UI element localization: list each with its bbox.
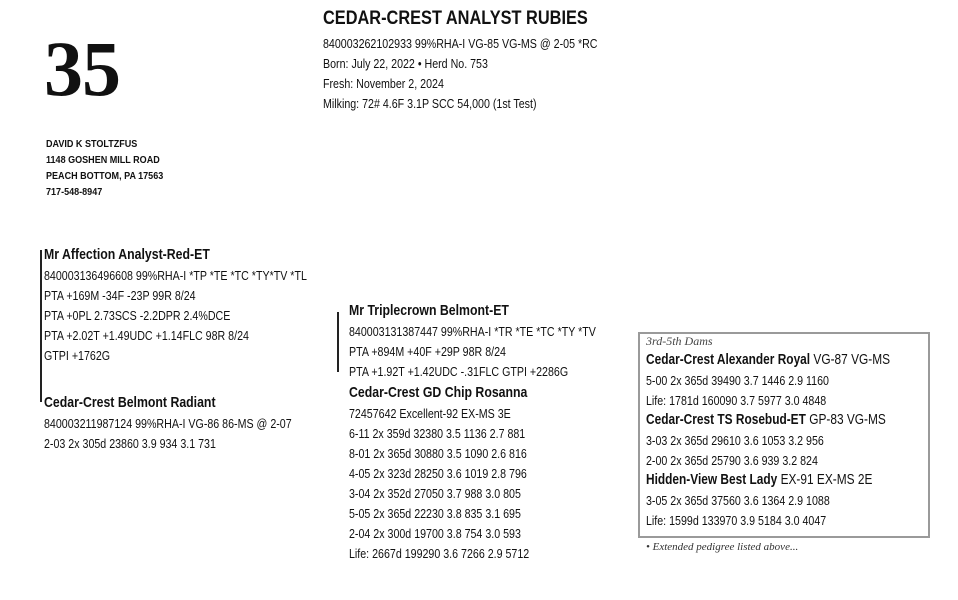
mgs-name: Mr Triplecrown Belmont-ET [349, 302, 509, 319]
sire-bracket-line [40, 250, 42, 402]
fourth-dam-heading [646, 410, 886, 430]
lot-number: 35 [44, 25, 120, 112]
mgd-record: 4-05 2x 323d 28250 3.6 1019 2.8 796 [349, 466, 527, 481]
mgd-record: 5-05 2x 365d 22230 3.8 835 3.1 695 [349, 506, 521, 521]
mgd-record: 3-04 2x 352d 27050 3.7 988 3.0 805 [349, 486, 521, 501]
dam-name: Cedar-Crest Belmont Radiant [44, 394, 216, 411]
third-dam-classification: VG-87 VG-MS [810, 352, 891, 368]
extended-dams-title: 3rd-5th Dams [646, 334, 713, 348]
mgd-id-line: 72457642 Excellent-92 EX-MS 3E [349, 406, 511, 421]
fifth-dam-heading [646, 470, 872, 490]
consignor-phone: 717-548-8947 [46, 186, 103, 198]
mgd-record: 8-01 2x 365d 30880 3.5 1090 2.6 816 [349, 446, 527, 461]
third-dam-name: Cedar-Crest Alexander Royal [646, 352, 811, 368]
third-dam-heading [646, 350, 890, 370]
animal-milking: Milking: 72# 4.6F 3.1P SCC 54,000 (1st Test) [323, 96, 537, 111]
fifth-dam-record: 3-05 2x 365d 37560 3.6 1364 2.9 1088 [646, 493, 830, 508]
fourth-dam-name: Cedar-Crest TS Rosebud-ET [646, 412, 806, 428]
fourth-dam-record: 2-00 2x 365d 25790 3.6 939 3.2 824 [646, 453, 818, 468]
animal-fresh: Fresh: November 2, 2024 [323, 76, 444, 91]
mgd-record: 6-11 2x 359d 32380 3.5 1136 2.7 881 [349, 426, 526, 441]
mgd-lifetime: Life: 2667d 199290 3.6 7266 2.9 5712 [349, 546, 530, 561]
mgs-id-line: 840003131387447 99%RHA-I *TR *TE *TC *TY *TV [349, 324, 596, 339]
fifth-dam-name: Hidden-View Best Lady [646, 472, 778, 488]
mgs-bracket-line [337, 312, 339, 372]
animal-born: Born: July 22, 2022 • Herd No. 753 [323, 56, 488, 71]
sire-gtpi: GTPI +1762G [44, 348, 111, 363]
sire-pta-2: PTA +0PL 2.73SCS -2.2DPR 2.4%DCE [44, 308, 231, 323]
fourth-dam-classification: GP-83 VG-MS [805, 412, 886, 428]
sire-id-line: 840003136496608 99%RHA-I *TP *TE *TC *TY*TV *TL [44, 268, 307, 283]
mgd-record: 2-04 2x 300d 19700 3.8 754 3.0 593 [349, 526, 521, 541]
animal-name: CEDAR-CREST ANALYST RUBIES [323, 8, 588, 29]
sire-pta-3: PTA +2.02T +1.49UDC +1.14FLC 98R 8/24 [44, 328, 249, 343]
fourth-dam-record: 3-03 2x 365d 29610 3.6 1053 3.2 956 [646, 433, 824, 448]
extended-pedigree-note: • Extended pedigree listed above... [646, 541, 799, 553]
animal-id-line: 840003262102933 99%RHA-I VG-85 VG-MS @ 2-05 *RC [323, 36, 598, 51]
dam-id-line: 840003211987124 99%RHA-I VG-86 86-MS @ 2-07 [44, 416, 292, 431]
fifth-dam-lifetime: Life: 1599d 133970 3.9 5184 3.0 4047 [646, 513, 827, 528]
mgs-pta-1: PTA +894M +40F +29P 98R 8/24 [349, 344, 506, 359]
fifth-dam-classification: EX-91 EX-MS 2E [777, 472, 873, 488]
mgs-pta-2: PTA +1.92T +1.42UDC -.31FLC GTPI +2286G [349, 364, 569, 379]
third-dam-record: 5-00 2x 365d 39490 3.7 1446 2.9 1160 [646, 373, 829, 388]
sire-pta-1: PTA +169M -34F -23P 99R 8/24 [44, 288, 196, 303]
consignor-name: DAVID K STOLTZFUS [46, 138, 138, 150]
dam-record: 2-03 2x 305d 23860 3.9 934 3.1 731 [44, 436, 216, 451]
consignor-address2: PEACH BOTTOM, PA 17563 [46, 170, 164, 182]
sire-name: Mr Affection Analyst-Red-ET [44, 246, 210, 263]
mgd-name: Cedar-Crest GD Chip Rosanna [349, 384, 528, 401]
third-dam-lifetime: Life: 1781d 160090 3.7 5977 3.0 4848 [646, 393, 827, 408]
consignor-address1: 1148 GOSHEN MILL ROAD [46, 154, 160, 166]
